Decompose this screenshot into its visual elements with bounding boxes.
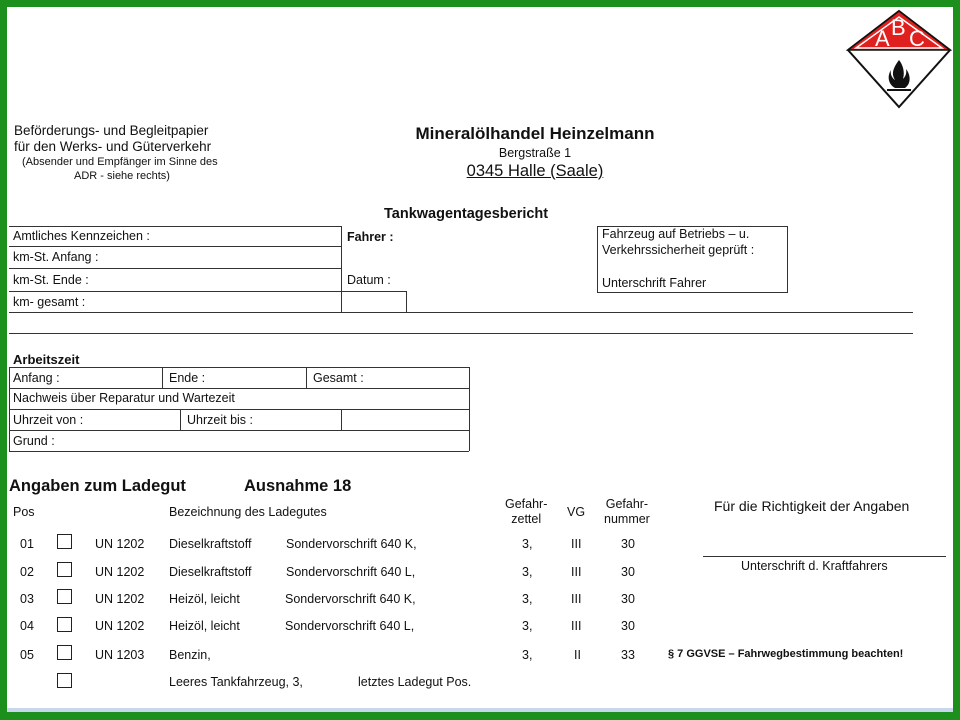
- row-2-name: Dieselkraftstoff: [169, 565, 252, 579]
- vehicle-row-line: [9, 291, 407, 292]
- row-1-un: UN 1202: [95, 537, 145, 551]
- richtigkeit-label: Für die Richtigkeit der Angaben: [714, 498, 910, 514]
- bottom-scroll-strip: [7, 708, 953, 712]
- row-1-zettel: 3,: [522, 537, 533, 551]
- row-2-vorschrift: Sondervorschrift 640 L,: [286, 565, 416, 579]
- kraftfahrer-signature-line: [703, 556, 946, 557]
- col-header-pos: Pos: [13, 505, 35, 519]
- label-km-anfang: km-St. Anfang :: [13, 250, 99, 264]
- label-gesamt: Gesamt :: [313, 371, 364, 385]
- row-1-name: Dieselkraftstoff: [169, 537, 252, 551]
- document-type-line-1: Beförderungs- und Begleitpapier: [14, 123, 209, 138]
- label-anfang: Anfang :: [13, 371, 60, 385]
- col-header-gefahrnummer-line-1: Gefahr-: [605, 497, 649, 511]
- ggvse-hinweis: § 7 GGVSE – Fahrwegbestimmung beachten!: [668, 648, 904, 660]
- row-leer-checkbox[interactable]: [57, 673, 72, 688]
- safety-check-line-2: Verkehrssicherheit geprüft :: [602, 243, 755, 257]
- datum-box-line: [406, 291, 407, 312]
- arbeitszeit-line: [9, 367, 10, 451]
- report-title: Tankwagentagesbericht: [384, 206, 549, 222]
- vehicle-table-top: [9, 226, 341, 227]
- row-3-vg: III: [571, 592, 582, 606]
- letztes-ladegut-label: letztes Ladegut Pos.: [358, 675, 472, 689]
- document-type-block: [14, 123, 218, 183]
- arbeitszeit-line: [9, 367, 469, 368]
- col-header-gefahrzettel: [505, 497, 547, 527]
- driver-signature-label: Unterschrift Fahrer: [602, 276, 707, 290]
- arbeitszeit-line: [9, 451, 469, 452]
- row-5-nummer: 33: [621, 648, 635, 662]
- col-header-bezeichnung: Bezeichnung des Ladegutes: [169, 505, 327, 519]
- row-5-un: UN 1203: [95, 648, 145, 662]
- row-3-zettel: 3,: [522, 592, 533, 606]
- company-name: Mineralölhandel Heinzelmann: [415, 124, 655, 143]
- row-3-pos: 03: [20, 592, 34, 606]
- vehicle-row-line: [9, 268, 341, 269]
- logo-letter-a: A: [875, 26, 890, 51]
- row-1-pos: 01: [20, 537, 34, 551]
- row-5-checkbox[interactable]: [57, 645, 72, 660]
- row-1-checkbox[interactable]: [57, 534, 72, 549]
- col-header-vg: VG: [567, 505, 586, 519]
- arbeitszeit-line: [9, 409, 469, 410]
- logo-letter-c: C: [909, 26, 925, 51]
- label-uhrzeit-von: Uhrzeit von :: [13, 413, 84, 427]
- row-4-zettel: 3,: [522, 619, 533, 633]
- row-5-pos: 05: [20, 648, 34, 662]
- company-address-block: [380, 123, 690, 181]
- row-4-pos: 04: [20, 619, 34, 633]
- ausnahme-label: Ausnahme 18: [244, 477, 352, 495]
- arbeitszeit-line: [162, 367, 163, 388]
- label-datum: Datum :: [347, 273, 391, 287]
- row-4-checkbox[interactable]: [57, 617, 72, 632]
- row-1-vorschrift: Sondervorschrift 640 K,: [286, 537, 417, 551]
- label-kennzeichen: Amtliches Kennzeichen :: [13, 229, 150, 243]
- document-type-line-2: für den Werks- und Güterverkehr: [14, 139, 212, 154]
- row-3-checkbox[interactable]: [57, 589, 72, 604]
- col-header-gefahrzettel-line-1: Gefahr-: [505, 497, 548, 511]
- company-street: Bergstraße 1: [498, 146, 572, 160]
- row-2-pos: 02: [20, 565, 34, 579]
- separator-line: [9, 333, 913, 334]
- row-5-vg: II: [574, 648, 581, 662]
- row-4-vorschrift: Sondervorschrift 640 L,: [285, 619, 415, 633]
- label-km-gesamt: km- gesamt :: [13, 295, 86, 309]
- arbeitszeit-line: [9, 430, 469, 431]
- row-4-nummer: 30: [621, 619, 635, 633]
- col-header-gefahrnummer-line-2: nummer: [604, 512, 650, 526]
- row-4-un: UN 1202: [95, 619, 145, 633]
- row-5-name: Benzin,: [169, 648, 211, 662]
- row-3-un: UN 1202: [95, 592, 145, 606]
- label-grund: Grund :: [13, 434, 55, 448]
- row-2-checkbox[interactable]: [57, 562, 72, 577]
- label-ende: Ende :: [169, 371, 206, 385]
- row-2-nummer: 30: [621, 565, 635, 579]
- row-4-name: Heizöl, leicht: [169, 619, 240, 633]
- document-note-line-1: (Absender und Empfänger im Sinne des: [22, 156, 218, 168]
- kraftfahrer-signature-label: Unterschrift d. Kraftfahrers: [741, 559, 888, 573]
- row-3-vorschrift: Sondervorschrift 640 K,: [285, 592, 416, 606]
- row-2-un: UN 1202: [95, 565, 145, 579]
- row-2-zettel: 3,: [522, 565, 533, 579]
- arbeitszeit-line: [180, 409, 181, 430]
- arbeitszeit-title: Arbeitszeit: [13, 352, 80, 367]
- ladegut-title: Angaben zum Ladegut: [9, 477, 186, 495]
- row-3-name: Heizöl, leicht: [169, 592, 240, 606]
- leer-tankfahrzeug-label: Leeres Tankfahrzeug, 3,: [169, 675, 303, 689]
- label-nachweis: Nachweis über Reparatur und Wartezeit: [13, 391, 235, 405]
- arbeitszeit-line: [341, 409, 342, 430]
- adr-abc-flame-logo: [845, 8, 953, 110]
- company-city: 0345 Halle (Saale): [466, 162, 604, 180]
- row-3-nummer: 30: [621, 592, 635, 606]
- label-uhrzeit-bis: Uhrzeit bis :: [187, 413, 253, 427]
- vehicle-col-line: [341, 226, 342, 312]
- row-1-nummer: 30: [621, 537, 635, 551]
- row-2-vg: III: [571, 565, 582, 579]
- arbeitszeit-line: [306, 367, 307, 388]
- label-fahrer: Fahrer :: [347, 230, 394, 244]
- label-km-ende: km-St. Ende :: [13, 273, 89, 287]
- document-note-line-2: ADR - siehe rechts): [74, 170, 170, 182]
- col-header-gefahrzettel-line-2: zettel: [511, 512, 542, 526]
- vehicle-table-bottom: [9, 312, 913, 313]
- arbeitszeit-line: [469, 367, 470, 451]
- logo-letter-b: B: [891, 15, 906, 40]
- vehicle-row-line: [9, 246, 341, 247]
- safety-check-line-1: Fahrzeug auf Betriebs – u.: [602, 227, 750, 241]
- arbeitszeit-line: [9, 388, 469, 389]
- row-4-vg: III: [571, 619, 582, 633]
- row-1-vg: III: [571, 537, 582, 551]
- row-5-zettel: 3,: [522, 648, 533, 662]
- col-header-gefahrnummer: [604, 497, 650, 527]
